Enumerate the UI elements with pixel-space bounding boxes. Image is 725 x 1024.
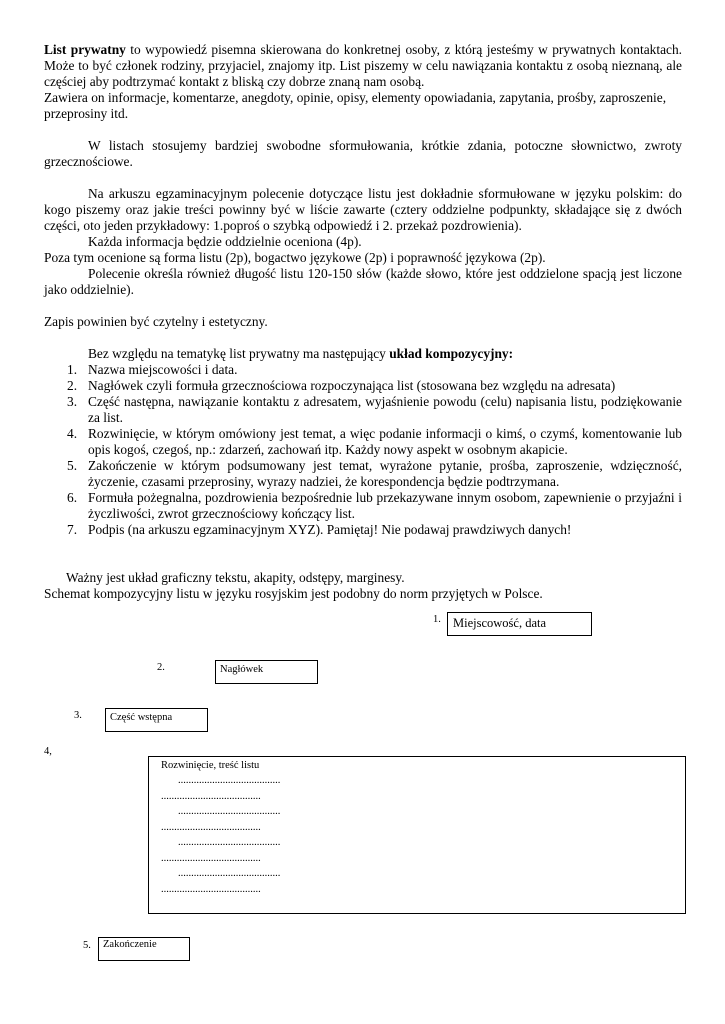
- structure-item-number: 2.: [67, 378, 78, 393]
- dotted-line: ......................................: [161, 790, 261, 802]
- dotted-line: ......................................: [161, 821, 261, 833]
- structure-lead-text: Bez względu na tematykę list prywatny ma następujący: [88, 346, 390, 361]
- structure-item-number: 1.: [67, 362, 78, 377]
- structure-item-text: Nazwa miejscowości i data.: [88, 362, 238, 377]
- schema-box-introduction: [105, 708, 208, 732]
- schema-box-body: [148, 756, 686, 914]
- structure-item-number: 7.: [67, 522, 78, 537]
- schema-number-3: 3.: [74, 710, 82, 721]
- intro-term: List prywatny: [44, 42, 126, 57]
- exam-paragraph-3: Poza tym ocenione są forma listu (2p), bogactwo językowe (2p) i poprawność językowa (2p).: [44, 250, 546, 265]
- exam-paragraph-4: Polecenie określa również długość listu 120-150 słów (każde słowo, które jest oddzielone spacją jest liczone jako oddzielnie).: [44, 266, 682, 297]
- structure-lead: [44, 346, 682, 362]
- schema-box-salutation: [215, 660, 318, 684]
- schema-box-introduction-label: Część wstępna: [110, 712, 173, 723]
- schema-box-place-date-label: Miejscowość, data: [453, 616, 547, 630]
- schema-number-5: 5.: [83, 940, 91, 951]
- schema-box-body-label: Rozwinięcie, treść listu: [161, 760, 260, 771]
- structure-item-text: Nagłówek czyli formuła grzecznościowa rozpoczynająca list (stosowana bez względu na adresata): [88, 378, 616, 393]
- schema-box-closing: [98, 937, 190, 961]
- intro-paragraph: [44, 42, 682, 90]
- structure-list: [44, 362, 682, 538]
- structure-item-text: Podpis (na arkuszu egzaminacyjnym XYZ). Pamiętaj! Nie podawaj prawdziwych danych!: [88, 522, 572, 537]
- structure-item-text: Rozwinięcie, w którym omówiony jest temat, a więc podanie informacji o kimś, o czymś, komentowanie lub opis kogoś, czegoś, np.: zdarzeń, zachowań itp. Każdy nowy aspekt w osobnym akapicie.: [88, 426, 682, 457]
- structure-item: [44, 426, 682, 458]
- layout-note: Ważny jest układ graficzny tekstu, akapity, odstępy, marginesy.: [66, 570, 405, 585]
- russian-note: Schemat kompozycyjny listu w języku rosyjskim jest podobny do norm przyjętych w Polsce.: [44, 586, 543, 601]
- intro-contents: Zawiera on informacje, komentarze, anegdoty, opinie, opisy, elementy opowiadania, zapytania, prośby, zaproszenie, przeprosiny itd.: [44, 90, 667, 121]
- structure-item-text: Zakończenie w którym podsumowany jest temat, wyrażone pytanie, prośba, zaproszenie, wdzięczność, życzenie, czasami przeprosiny, wyrazy nadziei, że korespondencja będzie podtrzymana.: [88, 458, 682, 489]
- dotted-line: .......................................: [178, 837, 281, 848]
- legibility-note: Zapis powinien być czytelny i estetyczny.: [44, 314, 268, 329]
- dotted-line: .......................................: [178, 868, 281, 879]
- dotted-line: .......................................: [178, 806, 281, 817]
- structure-item-number: 5.: [67, 458, 78, 473]
- structure-item: [44, 490, 682, 522]
- schema-number-2: 2.: [157, 662, 165, 673]
- schema-box-salutation-label: Nagłówek: [220, 664, 264, 675]
- dotted-line: ......................................: [161, 883, 261, 895]
- exam-paragraph-2: Każda informacja będzie oddzielnie oceniona (4p).: [88, 234, 362, 249]
- structure-item-number: 3.: [67, 394, 78, 409]
- structure-item: [44, 362, 682, 378]
- document-body: [44, 42, 682, 602]
- structure-item: [44, 378, 682, 394]
- schema-box-place-date: [447, 612, 592, 636]
- structure-item-number: 4.: [67, 426, 78, 441]
- dotted-line: .......................................: [178, 775, 281, 786]
- intro-definition: to wypowiedź pisemna skierowana do konkretnej osoby, z którą jesteśmy w prywatnych kontaktach. Może to być członek rodziny, przyjaciel, znajomy itp. List piszemy w celu nawiązania kontaktu z osobą nieznaną, ale częściej aby podtrzymać kontakt z bliską czy dobrze znaną nam osobą.: [44, 42, 682, 89]
- schema-number-4: 4,: [44, 746, 52, 757]
- structure-item-number: 6.: [67, 490, 78, 505]
- structure-lead-bold: układ kompozycyjny:: [389, 346, 514, 361]
- structure-item-text: Formuła pożegnalna, pozdrowienia bezpośrednie lub przekazywane innym osobom, zapewnienie o przyjaźni i życzliwości, zwrot grzecznościowy kończący list.: [88, 490, 682, 521]
- structure-item: [44, 394, 682, 426]
- structure-item: [44, 522, 682, 538]
- dotted-line: ......................................: [161, 852, 261, 864]
- schema-box-closing-label: Zakończenie: [103, 939, 157, 950]
- structure-item: [44, 458, 682, 490]
- schema-dotted-lines: [161, 773, 280, 897]
- schema-number-1: 1.: [433, 614, 441, 625]
- style-note: W listach stosujemy bardziej swobodne sformułowania, krótkie zdania, potoczne słownictwo, zwroty grzecznościowe.: [44, 138, 682, 169]
- exam-paragraph-1: Na arkuszu egzaminacyjnym polecenie dotyczące listu jest dokładnie sformułowane w języku polskim: do kogo piszemy oraz jakie treści powinny być w liście zawarte (cztery oddzielne podpunkty, składające się z dwóch części, oto jeden przykładowy: 1.poproś o szybką odpowiedź i 2. przekaż pozdrowienia).: [44, 186, 682, 233]
- structure-item-text: Część następna, nawiązanie kontaktu z adresatem, wyjaśnienie powodu (celu) napisania listu, podziękowanie za list.: [88, 394, 682, 425]
